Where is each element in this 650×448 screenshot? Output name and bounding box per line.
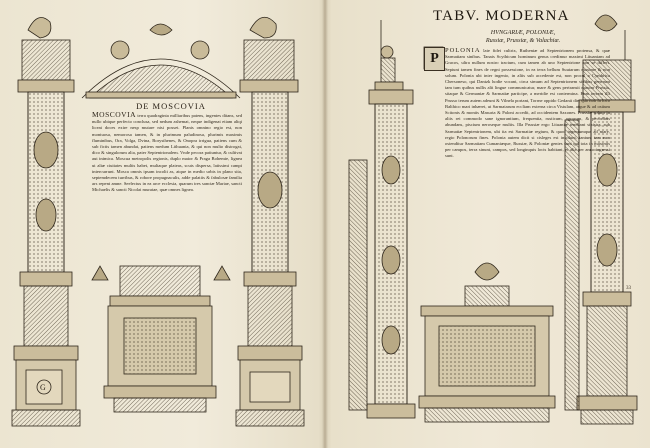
map-subtitle xyxy=(423,29,623,44)
body-text xyxy=(445,48,610,302)
left-ornamental-column xyxy=(12,18,80,427)
body-paragraph: late fidei cultrix, Rutheniæ ad Septentrionem protensa, & quæ Sarmatiam sinibus. Tanais Scythicum hominum genus credimur maximi Lituaniam ad Gracos, ultra nullum nostro tractum, cum tamen ab uno Septentrione non se differt. Sepiunt tamen fines de regni possessione, in ea terra bellum Suutarum maxime & non solum. Polonia ubi inter ingenio, in aliis sub accedente est, non procul a Cymbrica Chersoneso, qui Dantzk hodie vocant, circa simum ad Septentrionem sinibus generum tam tum quibus nullis alii lingue communicatur, mare & gens pertransit maxim Prussia, sitaque & Germaniæ & Sarmatiæ participe, a meridie est contermina. Eum terram illi Prusso terum autem adeunt & Vilnela portant, Torrne oppido Gedanii die, quo non in loco Balthico mari inhæret, ut Sarmatarum eccliam externa circa Vistulam, atque & ad ostium Scitonis & montis Masuria & Paloni accedit, ad occidentem Saxones. Prussiæ solum in aliis rei commodo sane ignorantium, frequentia, rusticum, agrorum, & pecoribus abundans, piscium neroseque multis. Illa Prussiæ ergo Lituaniæ tenebant sinistra, sub Sarmatiæ Septentrionem, ubi ita est Sarmatiæ regium, & quod ingeniumque ad mare, regio Polonorum fines. Polonia autem dicit si cisleges est incolunt, tantum tam non ostenditur Sarmatiam Cumaniæque, Russiæ, & Poloniæ gentes sunt qui tota in maximis per campos, terra sinunt, campos, sed longinquis locis habitant, et alia per anno ingressi sunt. xyxy=(445,48,610,159)
top-arch-ornament xyxy=(82,24,240,98)
map-title: TABV. MODERNA xyxy=(433,8,570,24)
drop-cap: P xyxy=(424,47,445,71)
page-number: 33 xyxy=(626,286,631,291)
right-page xyxy=(325,0,650,448)
subtitle-line-1: HVNGARIÆ, POLONIÆ, xyxy=(490,29,556,36)
section-heading: DE MOSCOVIA xyxy=(136,101,206,111)
subtitle-line-2: Russiæ, Prussiæ, & Valachiæ. xyxy=(485,36,561,44)
body-text xyxy=(92,112,242,246)
bottom-altar-ornament xyxy=(92,266,230,412)
left-tall-column xyxy=(349,90,415,418)
right-ornamental-column xyxy=(236,17,304,426)
body-paragraph: terra quadraginta milliaribus patens, ingentes ditans, sed nullo ubique perfecto conclusa, sed nedum ashemat, neque indigenat etiam aliqi liceat doces exire nesp mutare nisi posset. Planis omnino regio est, non montuosa, nemorosa tamen, & in plurimum paludinosa, plurimis maximis fluminibus, Ora, Volga, Dvina, Borysthenes, & Onopra irrigua, patiens cum & sub fictis tamen abundat, patiens medum Lithuania, & qui non multo distrogat, dico & singulorum alia, pater Septentrionalem. Vnde pecora patiuntur, & cultivat aut inimica. Moscua metropolis regionis, duplo maior & Praga Bohemie, lignea ut aliæ ciuitates multis habet, multaque plateas, scuts dispersa, latissimi campi intercurrunt. Mosca omnis ipsam incolit as, atque in medio urbis in plano sita, septemdecem turribus, & robore propugnaculis, adde palatiis & fabulosæ familia ars repent amne. Seelectus in ea arce ecclesia, quarum tres sanctæ Mariae, sancti Michaelis & sancti Nicolai muratae, quæ omnes lignea. xyxy=(92,113,242,193)
standing-figure-statue xyxy=(375,20,403,90)
lead-word: MOSCOVIA xyxy=(92,112,137,119)
svg-text:G: G xyxy=(40,383,46,392)
lead-word: POLONIA xyxy=(445,48,481,54)
